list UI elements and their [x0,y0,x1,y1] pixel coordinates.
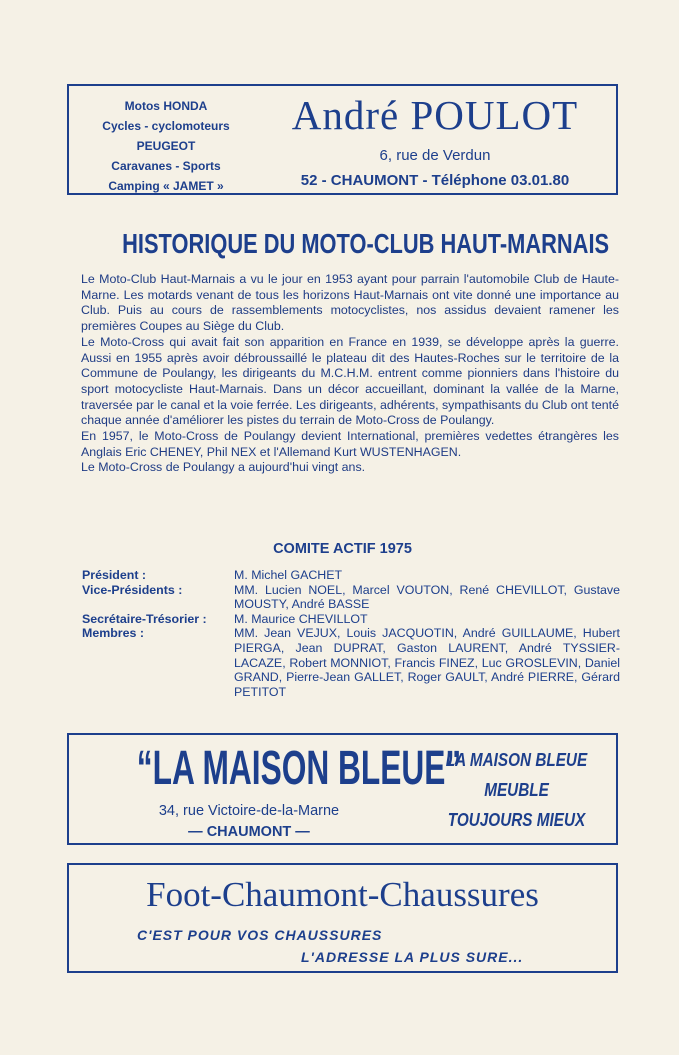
comite-role: Président : [82,568,147,582]
ad-maison-city: — CHAUMONT — [188,824,310,840]
brand-line: Cycles - cyclomoteurs [102,119,230,133]
brand-line: Camping « JAMET » [108,179,224,193]
brand-line: Motos HONDA [124,99,208,113]
comite-names: M. Maurice CHEVILLOT [234,611,368,626]
comite-row [82,612,620,627]
comite-title: COMITE ACTIF 1975 [273,541,412,557]
ad-foot-line2: L'ADRESSE LA PLUS SURE... [301,949,524,965]
comite-row [82,583,620,612]
ad-maison-bleue [67,733,618,845]
comite-role: Secrétaire-Trésorier : [82,611,207,626]
brand-line: Caravanes - Sports [111,159,221,173]
history-paragraph: Le Moto-Cross qui avait fait son apparition en France en 1939, se développe après la guerre. Aussi en 1955 après avoir débroussaillé le plateau dit des Hautes-Roches sur le territoire de la Commune de Poulangy, les dirigeants du M.C.H.M. entrent comme pionniers dans l'histoire du sport motocycliste Haut-Marnais. Dans un décor accueillant, dominant la vallée de la Marne, traversée par le canal et la voie ferrée. Les dirigeants, adhérents, sympathisants du Club ont tenté chaque année d'améliorer les pistes du terrain de Moto-Cross de Poulangy. [81,334,619,428]
comite-role: Vice-Présidents : [82,582,183,597]
ad-foot-name: Foot-Chaumont-Chaussures [146,875,539,914]
slogan-line: TOUJOURS MIEUX [447,810,586,830]
comite-row [82,626,620,699]
history-text [81,272,619,476]
ad-poulot-name: André POULOT [291,92,579,138]
ad-poulot-street: 6, rue de Verdun [379,147,491,164]
comite-names: MM. Jean VEJUX, Louis JACQUOTIN, André GUILLAUME, Hubert PIERGA, Jean DUPRAT, Gaston LAURENT, André TYSSIER-LACAZE, Robert MONNIOT, Francis FINEZ, Luc GROSLEVIN, Daniel GRAND, Pierre-Jean GALLET, Roger GAULT, André PIERRE, Gérard PETITOT [234,626,620,699]
ad-poulot-brands [83,96,249,196]
history-paragraph: En 1957, le Moto-Cross de Poulangy devient International, premières vedettes étrangères les Anglais Eric CHENEY, Phil NEX et l'Allemand Kurt WUSTENHAGEN. [81,429,619,459]
comite-row [82,568,620,583]
ad-maison-slogan [434,745,600,835]
page-title: HISTORIQUE DU MOTO-CLUB HAUT-MARNAIS [122,228,610,259]
brand-line: PEUGEOT [136,139,196,153]
ad-maison-name: “LA MAISON BLEUE” [136,742,462,795]
ad-andre-poulot [67,84,618,195]
comite-list [82,568,620,699]
comite-names: MM. Lucien NOEL, Marcel VOUTON, René CHEVILLOT, Gustave MOUSTY, André BASSE [234,582,620,612]
comite-names: M. Michel GACHET [234,568,343,582]
history-paragraph: Le Moto-Club Haut-Marnais a vu le jour en 1953 ayant pour parrain l'automobile Club de Haute-Marne. Les motards venant de tous les horizons Haut-Marnais ont vite donné une importance au Club. Puis au cours de rassemblements motocyclistes, nos assidus devaient ramener les premières Coupes au Siège du Club. [81,272,619,334]
ad-foot-line1: C'EST POUR VOS CHAUSSURES [137,927,383,943]
history-paragraph: Le Moto-Cross de Poulangy a aujourd'hui vingt ans. [81,460,366,475]
comite-role: Membres : [82,626,144,641]
ad-poulot-city-phone: 52 - CHAUMONT - Téléphone 03.01.80 [300,172,570,189]
ad-foot-chaumont [67,863,618,973]
slogan-line: LA MAISON BLEUE [445,750,588,770]
ad-maison-address: 34, rue Victoire-de-la-Marne [158,803,340,819]
slogan-line: MEUBLE [484,780,549,800]
